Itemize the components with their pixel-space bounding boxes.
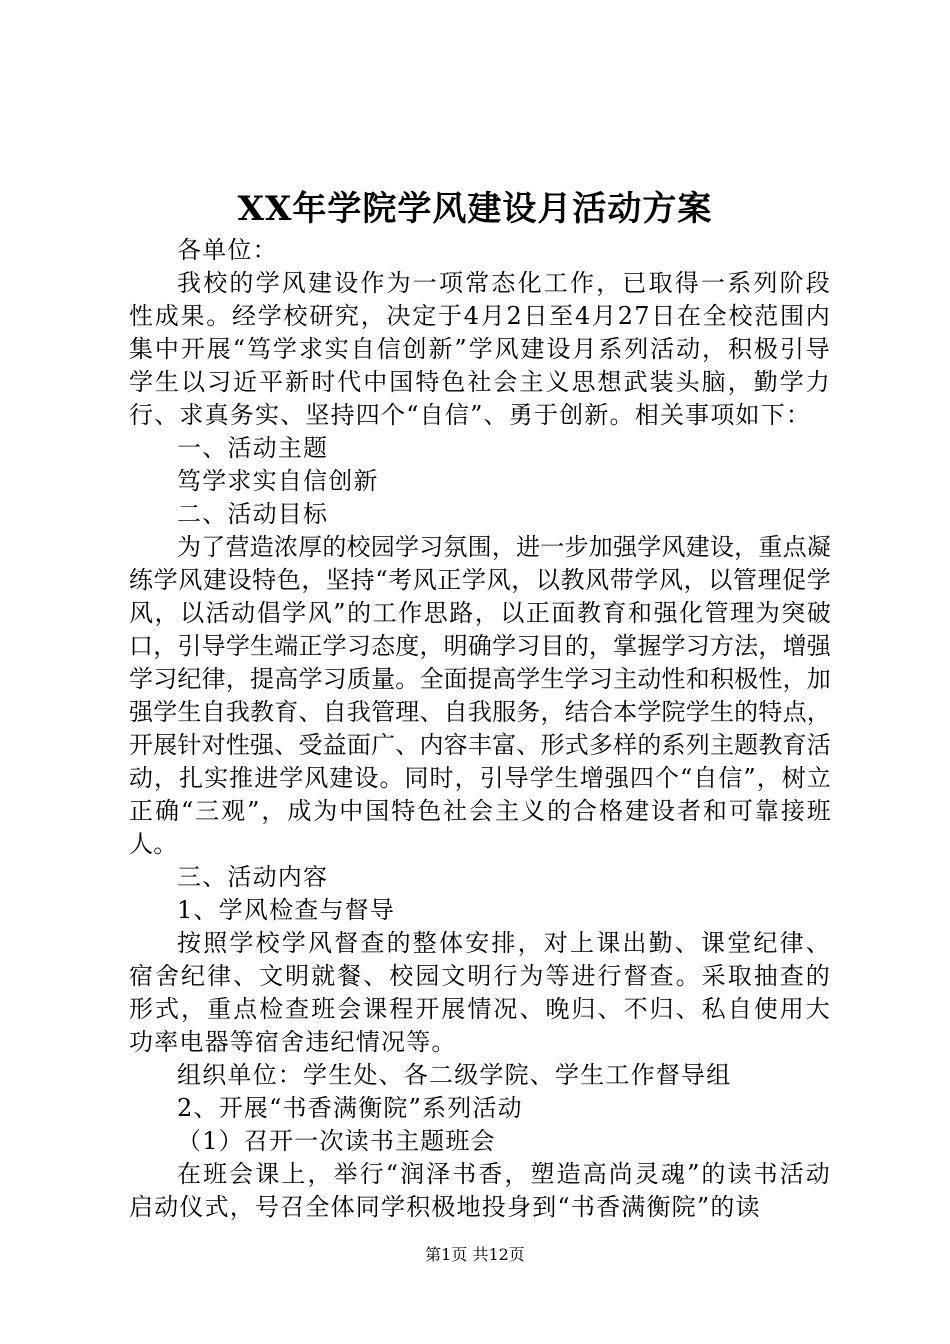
goals-paragraph: 为了营造浓厚的校园学习氛围，进一步加强学风建设，重点凝练学风建设特色，坚持“考风正学风，以教风带学风，以管理促学风，以活动倡学风”的工作思路，以正面教育和强化管理为突破口，引导学生端正学习态度，明确学习目的，掌握学习方法，增强学习纪律，提高学习质量。全面提高学生学习主动性和积极性，加强学生自我教育、自我管理、自我服务，结合本学院学生的特点，开展针对性强、受益面广、内容丰富、形式多样的系列主题教育活动，扎实推进学风建设。同时，引导学生增强四个“自信”，树立正确“三观”，成为中国特色社会主义的合格建设者和可靠接班人。	[129, 533, 831, 858]
document-body	[129, 234, 831, 1224]
document-title: XX年学院学风建设月活动方案	[237, 189, 713, 229]
subheading-inspection: 1、学风检查与督导	[177, 896, 396, 924]
section-heading-content: 三、活动内容	[177, 863, 329, 891]
theme-text: 笃学求实自信创新	[177, 467, 379, 495]
section-heading-goals: 二、活动目标	[177, 500, 329, 528]
intro-paragraph: 我校的学风建设作为一项常态化工作，已取得一系列阶段性成果。经学校研究，决定于4月2日至4月27日在全校范围内集中开展“笃学求实自信创新”学风建设月系列活动，积极引导学生以习近平新时代中国特色社会主义思想武装头脑，勤学力行、求真务实、坚持四个“自信”、勇于创新。相关事项如下：	[129, 269, 831, 429]
organizer-line: 组织单位：学生处、各二级学院、学生工作督导组	[177, 1061, 732, 1089]
subheading-class-meeting: （1）召开一次读书主题班会	[177, 1127, 496, 1155]
class-meeting-paragraph: 在班会课上，举行“润泽书香，塑造高尚灵魂”的读书活动启动仪式，号召全体同学积极地投身到“书香满衡院”的读	[129, 1160, 831, 1221]
section-heading-theme: 一、活动主题	[177, 434, 329, 462]
salutation: 各单位：	[177, 236, 278, 264]
page-footer: 第1页 共12页	[425, 1245, 525, 1264]
subheading-reading: 2、开展“书香满衡院”系列活动	[177, 1094, 523, 1122]
inspection-paragraph: 按照学校学风督查的整体安排，对上课出勤、课堂纪律、宿舍纪律、文明就餐、校园文明行为等进行督查。采取抽查的形式，重点检查班会课程开展情况、晚归、不归、私自使用大功率电器等宿舍违纪情况等。	[129, 929, 831, 1056]
